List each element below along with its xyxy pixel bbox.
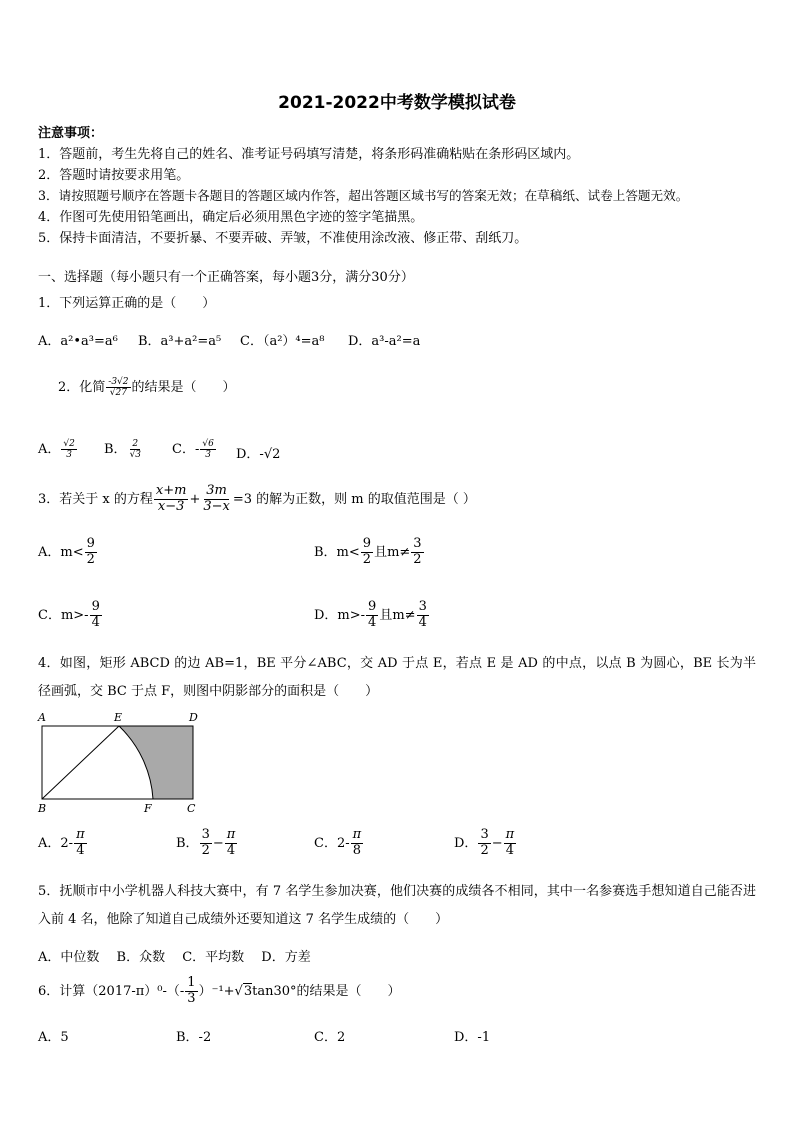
q4-b-num2: π (226, 827, 236, 842)
q4-option-a (38, 828, 88, 859)
q4-c-num: π (352, 827, 362, 842)
q3-frac-1 (154, 484, 189, 515)
q4-d-frac (478, 828, 490, 859)
q2-option-b (104, 438, 144, 460)
q3-b-num: 9 (362, 536, 372, 551)
q5-options: A．中位数 B．众数 C．平均数 D．方差 (38, 950, 311, 965)
q2-a-den: 3 (66, 450, 72, 460)
q3-stem (38, 484, 476, 515)
q4-c-label: C．2- (314, 835, 350, 851)
q2-c-num: √6 (202, 438, 214, 449)
q3-option-b (314, 537, 425, 568)
notice-heading: 注意事项： (38, 126, 104, 141)
q2-b-frac (128, 439, 143, 461)
q1-stem: 1．下列运算正确的是（ ） (38, 296, 216, 311)
q4-d-den: 2 (480, 842, 489, 858)
q4-a-frac (74, 828, 87, 859)
q5-stem: 5．抚顺市中小学机器人科技大赛中，有 7 名学生参加决赛，他们决赛的成绩各不相同，其中一名参赛选手想知道自己能否进入前 4 名，他除了知道自己成绩外还要知道这 7 名学生成绩的（ ） (38, 884, 756, 927)
q4-option-b (176, 828, 238, 859)
q2-fraction (106, 377, 130, 399)
q4-segment-be (42, 726, 119, 799)
q4-b-den: 2 (201, 842, 210, 858)
q6-frac (185, 976, 197, 1007)
q3-b-frac-2 (411, 537, 423, 568)
q3-c-den: 4 (91, 614, 100, 630)
q4-label-e: E (114, 711, 123, 724)
q4-d-num2: π (505, 827, 515, 842)
q3-prefix: 3．若关于 x 的方程 (38, 491, 153, 507)
q3-frac-2 (201, 484, 232, 515)
q4-stem: 4．如图，矩形 ABCD 的边 AB=1，BE 平分∠ABC，交 AD 于点 E，若点 E 是 AD 的中点，以点 B 为圆心，BE 长为半径画弧，交 BC 于点 F，则图中阴影部分的面积是（ ） (38, 656, 756, 699)
q3-b-label: B．m< (314, 544, 360, 560)
q6-stem (38, 976, 401, 1007)
q6-option-a: A．5 (38, 1030, 69, 1045)
q6-option-c: C．2 (314, 1030, 346, 1045)
q3-option-a (38, 537, 98, 568)
q6-option-d: D．-1 (454, 1030, 491, 1045)
q4-option-d (454, 828, 517, 859)
q3-a-frac (85, 537, 97, 568)
q2-b-num: 2 (132, 438, 139, 449)
q1-option-a: A．a²•a³=a⁶ (38, 334, 118, 349)
q6-mid: ）⁻¹+ (198, 983, 235, 999)
q3-option-d (314, 600, 430, 631)
notice-item-5: 5．保持卡面清洁，不要折暴、不要弄破、弄皱，不准使用涂改液、修正带、刮纸刀。 (38, 231, 528, 246)
q2-b-den: √3 (129, 450, 142, 460)
section-heading: 一、选择题（每小题只有一个正确答案，每小题3分，满分30分） (38, 270, 414, 285)
q3-d-mid: 且m≠ (379, 607, 416, 623)
q2-a-num: √2 (63, 438, 75, 449)
q4-d-num: 3 (480, 827, 489, 842)
q4-d-label: D． (454, 835, 478, 851)
q2-prefix: 2．化简 (58, 380, 106, 395)
q2-a-frac (61, 439, 76, 461)
q3-b-den2: 2 (413, 551, 422, 567)
notice-item-1: 1．答题前，考生先将自己的姓名、准考证号码填写清楚，将条形码准确粘贴在条形码区域内。 (38, 147, 580, 162)
q4-b-label: B． (176, 835, 199, 851)
q4-b-den2: 4 (226, 842, 236, 858)
q2-c-label: C．- (172, 442, 200, 457)
q3-option-c (38, 600, 103, 631)
q3-f2-den: 3−x (203, 498, 230, 514)
q3-c-label: C．m>- (38, 607, 89, 623)
notice-item-4: 4．作图可先使用铅笔画出，确定后必须用黑色字迹的签字笔描黑。 (38, 210, 424, 225)
q3-plus: + (189, 491, 201, 507)
q6-suffix: tan30°的结果是（ ） (252, 983, 401, 999)
q2-c-frac (200, 439, 215, 461)
q3-d-num2: 3 (418, 599, 427, 614)
q2-suffix: 的结果是（ ） (131, 380, 236, 395)
q6-f-den: 3 (187, 990, 196, 1006)
q2-frac-den: √27 (109, 388, 127, 398)
q2-a-label: A． (38, 442, 61, 457)
q4-d-den2: 4 (505, 842, 515, 858)
q2-option-d: D．-√2 (236, 447, 281, 462)
q4-label-f: F (144, 802, 152, 815)
q4-a-den: 4 (76, 842, 85, 858)
q3-a-label: A．m< (38, 544, 84, 560)
q2-b-label: B． (104, 442, 127, 457)
page-title: 2021-2022中考数学模拟试卷 (278, 93, 516, 113)
q4-label-b: B (38, 802, 47, 815)
q1-option-c: C．（a²）⁴=a⁸ (240, 334, 325, 349)
q4-b-minus: − (212, 835, 224, 851)
q4-c-frac (351, 828, 364, 859)
q2-c-den: 3 (205, 450, 211, 460)
q3-f1-num: x+m (155, 483, 187, 498)
q3-b-mid: 且m≠ (374, 544, 411, 560)
q4-b-num: 3 (201, 827, 210, 842)
q3-d-label: D．m>- (314, 607, 366, 623)
q3-b-den: 2 (362, 551, 372, 567)
q2-option-a (38, 438, 78, 460)
notice-item-2: 2．答题时请按要求用笔。 (38, 168, 190, 183)
q6-prefix: 6．计算（2017-π）⁰-（- (38, 983, 185, 999)
notice-item-3: 3．请按照题号顺序在答题卡各题目的答题区域内作答，超出答题区域书写的答案无效；在草稿纸、试卷上答题无效。 (38, 188, 689, 203)
q3-d-frac-2 (417, 600, 429, 631)
q2-stem (58, 376, 236, 398)
q3-d-den: 4 (368, 614, 377, 630)
q4-figure (34, 708, 204, 818)
q3-d-frac (366, 600, 378, 631)
q4-c-den: 8 (352, 842, 362, 858)
q2-option-c (172, 438, 217, 460)
q4-b-frac-2 (225, 828, 238, 859)
q4-shaded-region (119, 726, 193, 799)
q3-a-den: 2 (86, 551, 95, 567)
q3-a-num: 9 (86, 536, 95, 551)
q4-label-d: D (189, 711, 198, 724)
q3-b-frac (361, 537, 373, 568)
q4-label-c: C (187, 802, 196, 815)
q3-b-num2: 3 (413, 536, 422, 551)
q2-frac-num: -3√2 (108, 376, 129, 387)
q6-sqrt: √3 (234, 983, 253, 999)
q3-d-num: 9 (368, 599, 377, 614)
q6-sqrt-value: 3 (243, 983, 253, 999)
q3-d-den2: 4 (418, 614, 427, 630)
q3-suffix: =3 的解为正数，则 m 的取值范围是（ ） (232, 491, 476, 507)
q3-c-frac (90, 600, 102, 631)
q6-f-num: 1 (187, 975, 196, 990)
q1-option-d: D．a³-a²=a (348, 334, 421, 349)
q4-d-frac-2 (504, 828, 517, 859)
q4-a-label: A．2- (38, 835, 74, 851)
q4-label-a: A (38, 711, 46, 724)
q4-a-num: π (76, 827, 85, 842)
q1-option-b: B．a³+a²=a⁵ (138, 334, 222, 349)
q6-option-b: B．-2 (176, 1030, 212, 1045)
q3-f1-den: x−3 (157, 498, 185, 514)
q4-d-minus: − (491, 835, 503, 851)
q4-b-frac (200, 828, 212, 859)
q3-f2-num: 3m (206, 483, 227, 498)
q3-c-num: 9 (91, 599, 100, 614)
q4-option-c (314, 828, 364, 859)
